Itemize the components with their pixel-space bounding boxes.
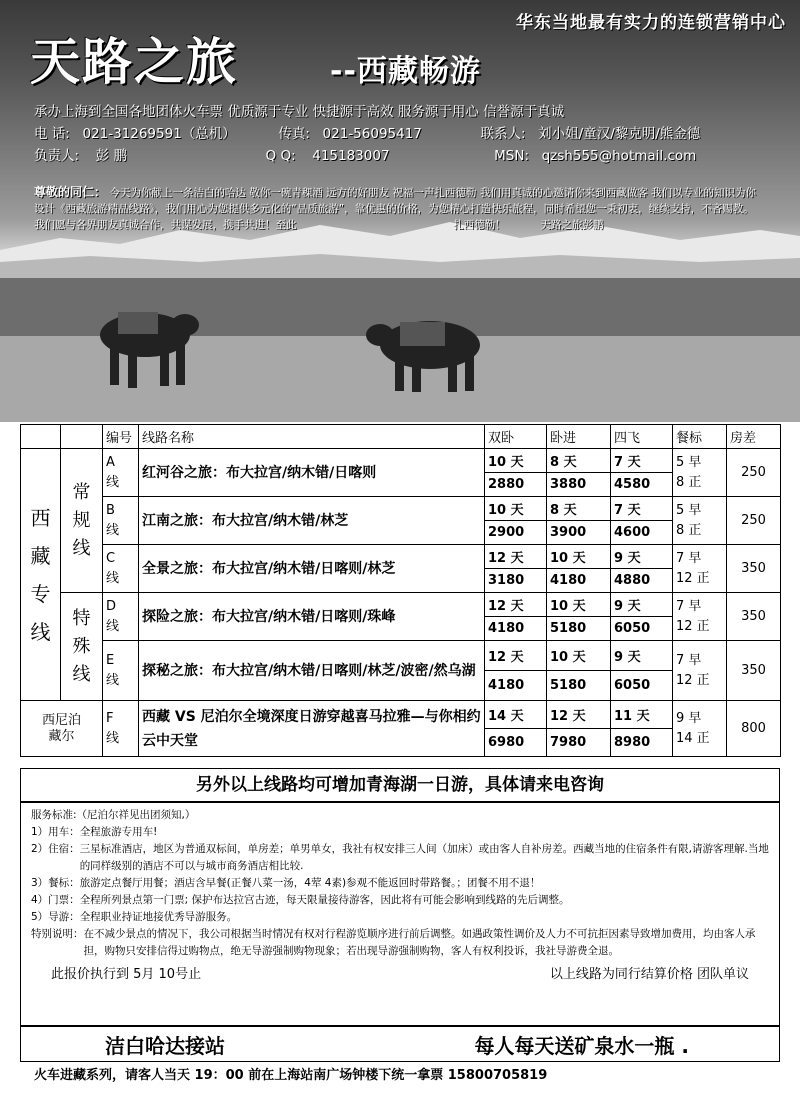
- region-nepal: [21, 701, 103, 757]
- duration-sleeper: 8 天: [547, 449, 611, 473]
- free-water: 每人每天送矿泉水一瓶 .: [474, 1033, 689, 1058]
- table-header-row: [21, 425, 781, 449]
- duration-flight: 9 天: [611, 545, 673, 569]
- room-diff: 350: [727, 593, 781, 641]
- price-flight: 6050: [611, 671, 673, 701]
- station-banner: [20, 1026, 780, 1062]
- station-pickup: 洁白哈达接站: [105, 1033, 225, 1058]
- price-flight: 8980: [611, 729, 673, 757]
- route-code: C线: [103, 545, 139, 593]
- manager-line: [34, 144, 696, 164]
- table-row: [21, 497, 781, 521]
- meal-standard: 7 早 12 正: [673, 593, 727, 641]
- service-item-special: 特别说明： 在不减少景点的情况下，我公司根据当时情况有权对行程游览顺序进行前后调整。如遇政策性调价及人力不可抗拒因素导致增加费用，均由客人承担，购物只安排信得过购物点，绝无导游强制购物现象；若出现导游强制购物，客人有权利投诉，我社导游费全退。: [31, 928, 756, 957]
- route-name[interactable]: 西藏 VS 尼泊尔全境深度日游穿越喜马拉雅—与你相约云中天堂: [139, 701, 485, 757]
- duration-double: 10 天: [485, 449, 547, 473]
- price-double: 2880: [485, 473, 547, 497]
- duration-sleeper: 12 天: [547, 701, 611, 729]
- header-sleeper: 卧进: [547, 425, 611, 449]
- brand-title: 天路之旅: [30, 32, 238, 91]
- table-row: [21, 449, 781, 473]
- greeting-closing-1: 扎西德勒！: [453, 219, 506, 231]
- route-code: D线: [103, 593, 139, 641]
- route-name[interactable]: 探险之旅：布大拉宫/纳木错/日喀则/珠峰: [139, 593, 485, 641]
- manager-name: 彭 鹏: [95, 148, 127, 164]
- qq-label: Q Q:: [265, 148, 296, 164]
- table-row: [21, 593, 781, 617]
- price-sleeper: 3880: [547, 473, 611, 497]
- routes-table: [20, 424, 781, 757]
- room-diff: 800: [727, 701, 781, 757]
- qinghai-notice: 另外以上线路均可增加青海湖一日游，具体请来电咨询: [20, 768, 780, 802]
- duration-double: 12 天: [485, 545, 547, 569]
- meal-standard: 5 早 8 正: [673, 497, 727, 545]
- services-line: 承办上海到全国各地团体火车票 优质源于专业 快捷源于高效 服务源于用心 信誉源于真诚: [34, 104, 565, 120]
- price-double: 4180: [485, 671, 547, 701]
- greeting-title: 尊敬的同仁：: [34, 185, 107, 199]
- duration-double: 12 天: [485, 593, 547, 617]
- contact-line: [34, 122, 700, 142]
- contact-names: 刘小姐/童汉/黎克明/熊金德: [538, 126, 701, 142]
- price-flight: 6050: [611, 617, 673, 641]
- train-ticket-note: 火车进藏系列，请客人当天 19：00 前在上海站南广场钟楼下统一拿票 15800705819: [34, 1068, 548, 1083]
- duration-double: 10 天: [485, 497, 547, 521]
- duration-flight: 7 天: [611, 449, 673, 473]
- duration-sleeper: 10 天: [547, 545, 611, 569]
- price-sleeper: 5180: [547, 671, 611, 701]
- region-tibet: [21, 449, 61, 701]
- meal-standard: 7 早 12 正: [673, 545, 727, 593]
- price-sleeper: 7980: [547, 729, 611, 757]
- header-diff: 房差: [727, 425, 781, 449]
- tel-number[interactable]: 021-31269591（总机）: [82, 126, 236, 142]
- region-nepal-label: 西尼泊藏尔: [41, 712, 81, 744]
- brand-subtitle: --西藏畅游: [330, 54, 481, 89]
- service-item-meal: 3）餐标： 旅游定点餐厅用餐；酒店含早餐(正餐八菜一汤，4荤 4素)参观不能返回时带路餐。；团餐不用不退！: [31, 877, 541, 889]
- category-special-label: 特殊线: [72, 607, 91, 685]
- hero-banner: [0, 0, 800, 422]
- tel-label: 电 话:: [34, 126, 70, 142]
- price-double: 4180: [485, 617, 547, 641]
- region-tibet-label: 西藏专线: [30, 505, 51, 644]
- service-item-ticket: 4）门票： 全程所列景点第一门票; 保护布达拉宫古迹，每天限量接待游客，因此将有可能会影响到线路的先后调整。: [31, 894, 570, 906]
- duration-flight: 9 天: [611, 641, 673, 671]
- fax-number: 021-56095417: [322, 126, 422, 142]
- price-sleeper: 3900: [547, 521, 611, 545]
- greeting-paragraph: [34, 184, 764, 233]
- table-row: [21, 701, 781, 729]
- greeting-body: 今天为你献上一条洁白的哈达 敬你一碗青稞酒 远方的好朋友 祝福一声扎西德勒 我们用真诚的心邀请你来到西藏做客 我们以专业的知识为你设计《西藏旅游精品线路》，我们用心为您提供多元化的“品质旅游”，靠优惠的价格，为您精心打造快乐旅程，同时希望您一秉初衷，继续支持，不吝赐教。我们愿与各界朋友真诚合作，共谋发展，携手共进！至此: [34, 187, 757, 231]
- duration-sleeper: 10 天: [547, 593, 611, 617]
- duration-flight: 9 天: [611, 593, 673, 617]
- qq-number[interactable]: 415183007: [312, 148, 390, 164]
- meal-standard: 9 早 14 正: [673, 701, 727, 757]
- room-diff: 350: [727, 545, 781, 593]
- service-item-hotel: 2）住宿： 三星标准酒店，地区为普通双标间，单房差；单男单女，我社有权安排三人间（加床）或由客人自补房差。西藏当地的住宿条件有限,请游客理解.当地的同样级别的酒店不可以与城市商务酒店相比较.: [31, 843, 769, 872]
- duration-double: 14 天: [485, 701, 547, 729]
- route-code: E线: [103, 641, 139, 701]
- route-name[interactable]: 江南之旅：布大拉宫/纳木错/林芝: [139, 497, 485, 545]
- route-code: A线: [103, 449, 139, 497]
- service-item-guide: 5）导游： 全程职业持证地接优秀导游服务。: [31, 911, 238, 923]
- duration-sleeper: 10 天: [547, 641, 611, 671]
- service-item-car: 1）用车： 全程旅游专用车!: [31, 826, 158, 838]
- header-flight: 四飞: [611, 425, 673, 449]
- price-sleeper: 5180: [547, 617, 611, 641]
- room-diff: 250: [727, 449, 781, 497]
- duration-sleeper: 8 天: [547, 497, 611, 521]
- category-special: [61, 593, 103, 701]
- route-name[interactable]: 探秘之旅：布大拉宫/纳木错/日喀则/林芝/波密/然乌湖: [139, 641, 485, 701]
- duration-flight: 7 天: [611, 497, 673, 521]
- fax-label: 传真:: [278, 126, 310, 142]
- price-double: 2900: [485, 521, 547, 545]
- price-note: 以上线路为同行结算价格 团队单议: [549, 967, 749, 982]
- table-row: [21, 641, 781, 671]
- price-sleeper: 4180: [547, 569, 611, 593]
- price-flight: 4580: [611, 473, 673, 497]
- header-double: 双卧: [485, 425, 547, 449]
- contact-label: 联系人:: [480, 126, 526, 142]
- slogan: 华东当地最有实力的连锁营销中心: [516, 13, 786, 33]
- msn-address[interactable]: qzsh555@hotmail.com: [541, 148, 697, 164]
- price-valid-until: 此报价执行到 5月 10号止: [51, 967, 202, 982]
- service-footline: [31, 966, 769, 983]
- category-regular: [61, 449, 103, 593]
- greeting-closing-2: 天路之旅彭鹏: [540, 219, 604, 231]
- table-row: [21, 545, 781, 569]
- price-flight: 4600: [611, 521, 673, 545]
- meal-standard: 7 早 12 正: [673, 641, 727, 701]
- service-title: 服务标准:（尼泊尔祥见出团须知,）: [31, 809, 196, 821]
- route-code: F线: [103, 701, 139, 757]
- room-diff: 350: [727, 641, 781, 701]
- duration-flight: 11 天: [611, 701, 673, 729]
- route-code: B线: [103, 497, 139, 545]
- msn-label: MSN:: [494, 148, 530, 164]
- header-code: 编号: [103, 425, 139, 449]
- category-regular-label: 常规线: [72, 481, 91, 559]
- route-name[interactable]: 红河谷之旅：布大拉宫/纳木错/日喀则: [139, 449, 485, 497]
- header-meal: 餐标: [673, 425, 727, 449]
- service-standards: [20, 802, 780, 1026]
- manager-label: 负责人:: [34, 148, 80, 164]
- room-diff: 250: [727, 497, 781, 545]
- price-flight: 4880: [611, 569, 673, 593]
- meal-standard: 5 早 8 正: [673, 449, 727, 497]
- header-name: 线路名称: [139, 425, 485, 449]
- price-double: 6980: [485, 729, 547, 757]
- duration-double: 12 天: [485, 641, 547, 671]
- price-double: 3180: [485, 569, 547, 593]
- route-name[interactable]: 全景之旅：布大拉宫/纳木错/日喀则/林芝: [139, 545, 485, 593]
